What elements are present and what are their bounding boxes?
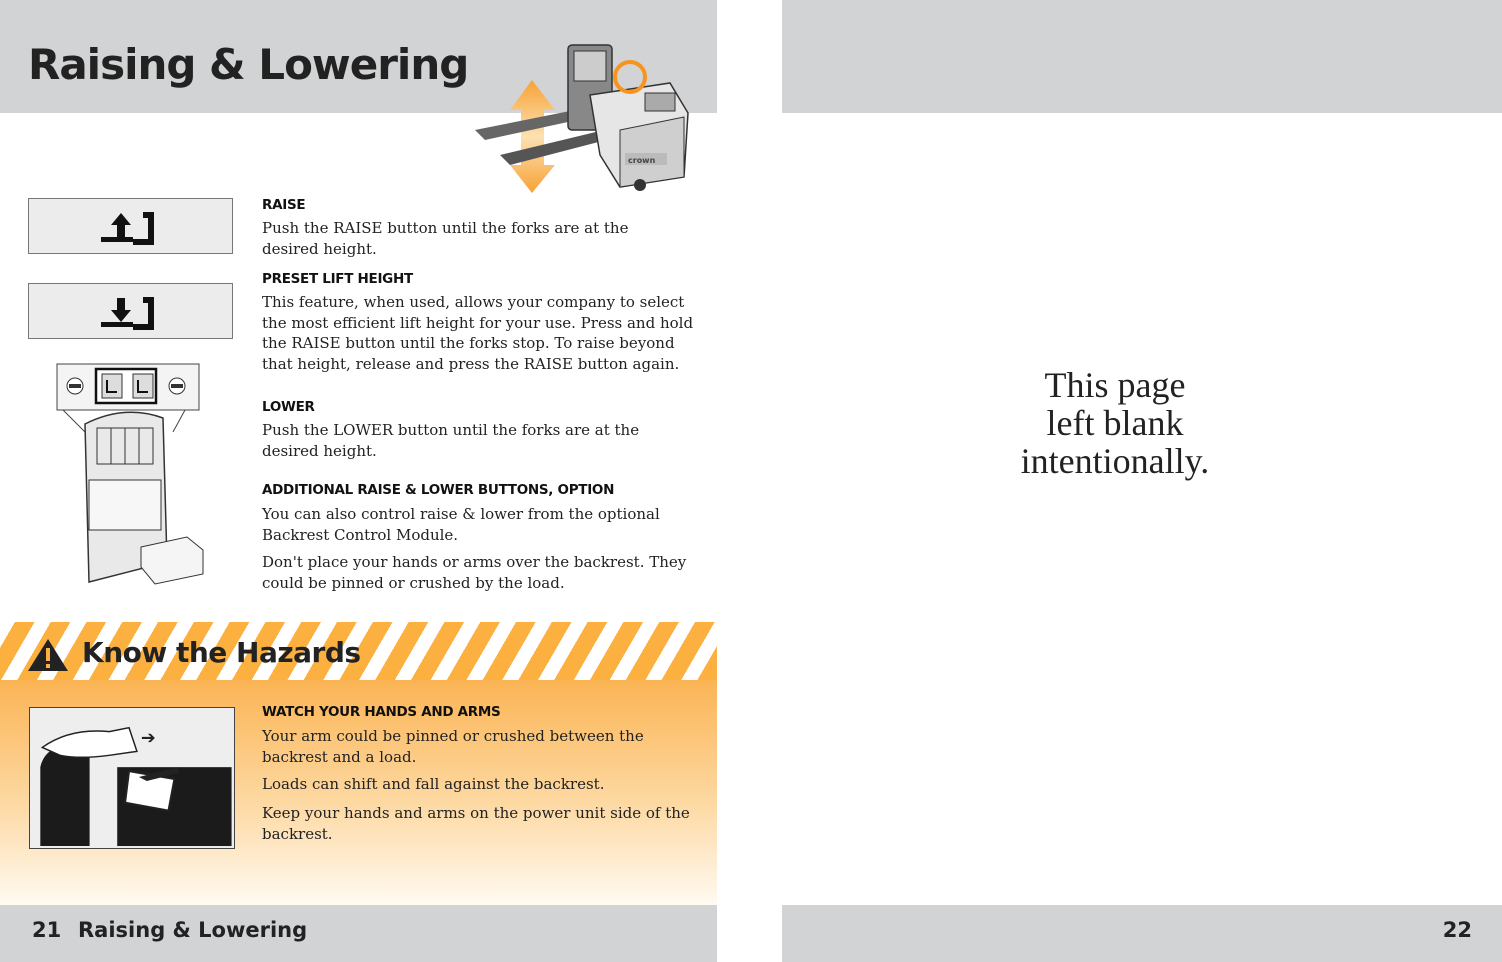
blank-page-note <box>782 366 1448 480</box>
hands-hazard-illustration <box>29 707 235 849</box>
backrest-control-module-illustration <box>55 362 215 592</box>
hazard-para-3 <box>262 803 702 844</box>
preset-line-2: the most efficient lift height for your use. Press and hold <box>262 313 694 332</box>
lower-heading: LOWER <box>262 399 315 415</box>
right-page <box>782 0 1502 962</box>
hazard-para-3-line-1: Keep your hands and arms on the power unit side of the <box>262 804 690 822</box>
truck-brand-label: crown <box>628 156 656 165</box>
lower-line-2: desired height. <box>262 441 377 460</box>
lower-button-panel <box>28 283 233 339</box>
pallet-truck-illustration <box>470 35 695 195</box>
hazard-heading: WATCH YOUR HANDS AND ARMS <box>262 704 501 720</box>
backrest-warning-line-2: could be pinned or crushed by the load. <box>262 573 565 592</box>
raise-text <box>262 218 702 259</box>
hazard-para-1-line-1: Your arm could be pinned or crushed between the <box>262 727 644 745</box>
warning-triangle-icon <box>26 637 70 673</box>
additional-text <box>262 504 702 545</box>
additional-heading: ADDITIONAL RAISE & LOWER BUTTONS, OPTION <box>262 482 615 498</box>
hazard-para-3-line-2: backrest. <box>262 824 333 843</box>
raise-heading: RAISE <box>262 197 306 213</box>
footer-section-title: Raising & Lowering <box>78 918 308 942</box>
raise-line-2: desired height. <box>262 239 377 258</box>
hazard-para-2: Loads can shift and fall against the backrest. <box>262 775 605 793</box>
header-band <box>782 0 1502 113</box>
backrest-warning-text <box>262 552 702 593</box>
additional-line-2: Backrest Control Module. <box>262 525 459 544</box>
preset-heading: PRESET LIFT HEIGHT <box>262 271 413 287</box>
lower-text <box>262 420 702 461</box>
footer-band <box>782 905 1502 962</box>
preset-line-1: This feature, when used, allows your company to select <box>262 293 685 311</box>
hazards-title: Know the Hazards <box>82 636 361 669</box>
page-number: 22 <box>1442 918 1472 942</box>
preset-line-4: that height, release and press the RAISE button again. <box>262 354 680 373</box>
lower-line-1: Push the LOWER button until the forks are at the <box>262 421 640 439</box>
additional-line-1: You can also control raise & lower from the optional <box>262 505 660 523</box>
lower-button-icon <box>99 294 169 330</box>
left-page <box>0 0 717 962</box>
blank-note-line-3: intentionally. <box>1020 441 1210 481</box>
blank-note-line-2: left blank <box>1046 403 1184 443</box>
backrest-warning-line-1: Don't place your hands or arms over the backrest. They <box>262 553 687 571</box>
raise-button-panel <box>28 198 233 254</box>
preset-line-3: the RAISE button until the forks stop. To raise beyond <box>262 334 675 352</box>
raise-line-1: Push the RAISE button until the forks are at the <box>262 219 629 237</box>
blank-note-line-1: This page <box>1044 365 1186 405</box>
hazard-para-1-line-2: backrest and a load. <box>262 747 417 766</box>
page-number: 21 <box>32 918 62 942</box>
raise-button-icon <box>99 209 169 245</box>
preset-text <box>262 292 702 374</box>
svg-text:➔: ➔ <box>140 728 156 749</box>
hazard-para-1 <box>262 726 702 767</box>
page-title: Raising & Lowering <box>28 40 469 89</box>
